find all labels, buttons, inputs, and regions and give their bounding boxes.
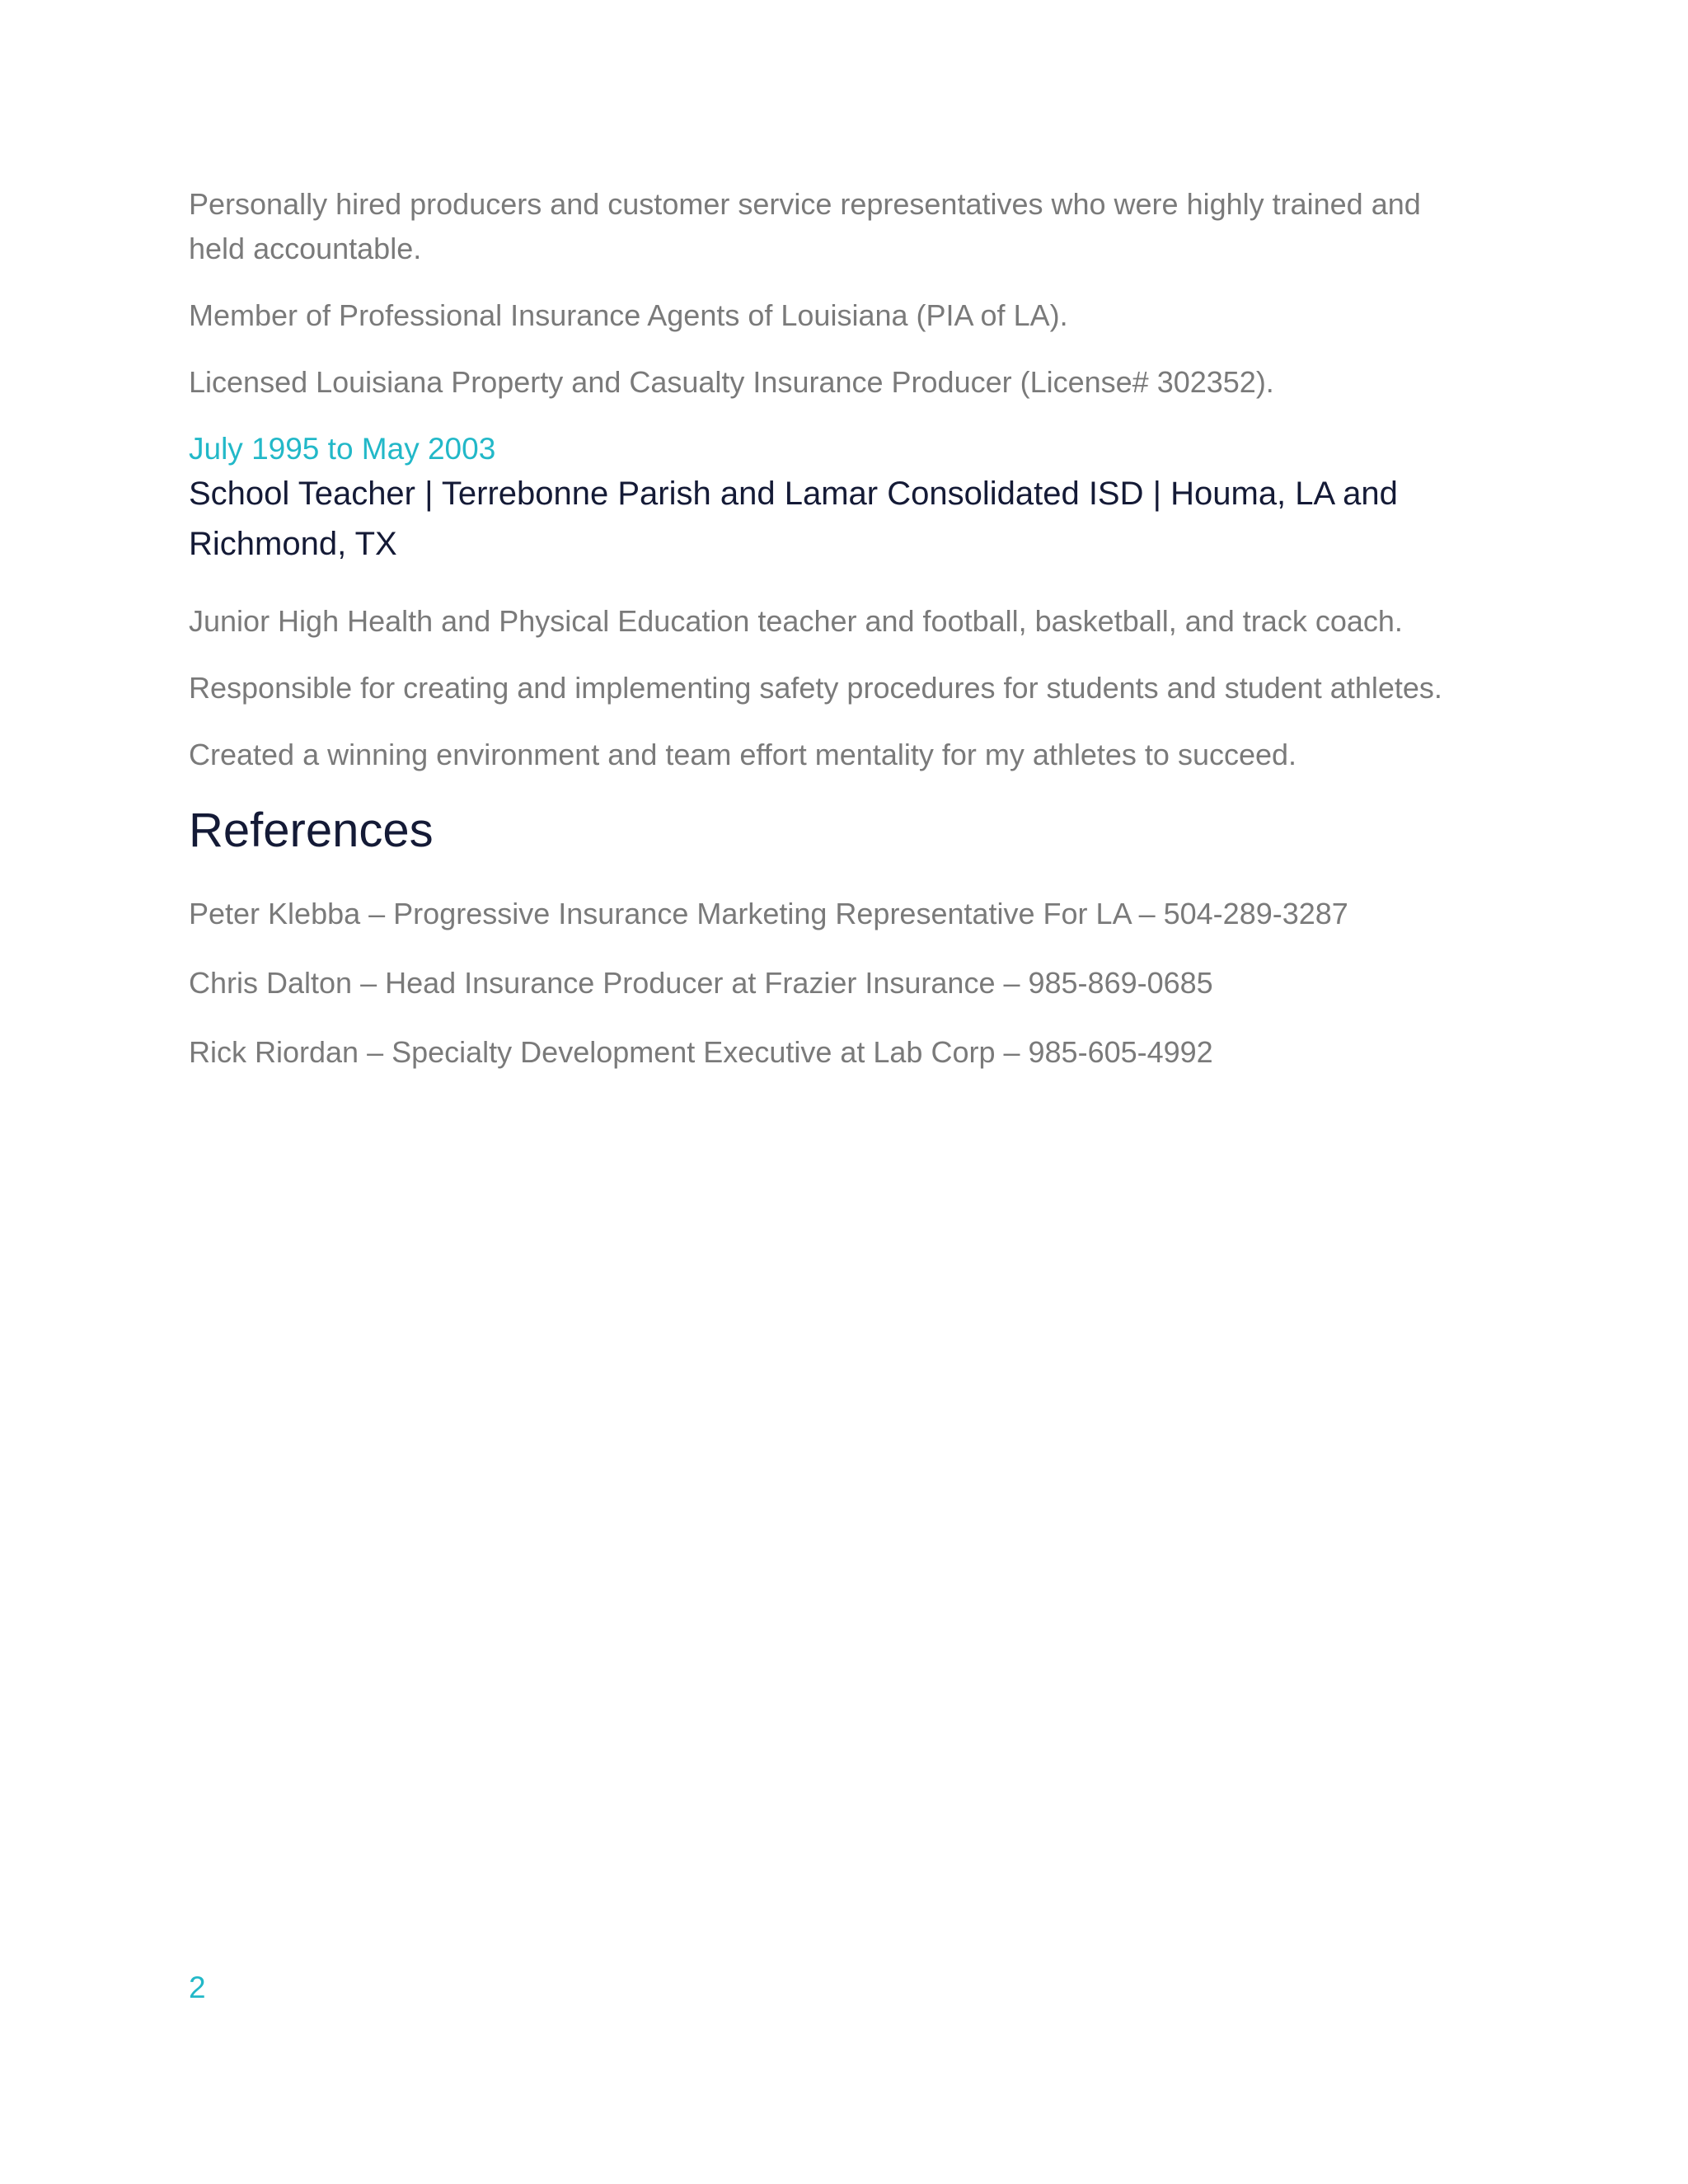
experience-bullet: Personally hired producers and customer service representatives who were highly trained and [189,187,1421,221]
references-heading: References [189,804,434,857]
experience-bullet: held accountable. [189,232,422,265]
reference-item: Rick Riordan – Specialty Development Executive at Lab Corp – 985-605-4992 [189,1035,1213,1069]
job-bullet: Responsible for creating and implementing safety procedures for students and student athletes. [189,671,1442,705]
job-bullet: Created a winning environment and team effort mentality for my athletes to succeed. [189,738,1297,771]
job-title-line: Richmond, TX [189,526,397,562]
page-number: 2 [189,1971,206,2004]
reference-item: Peter Klebba – Progressive Insurance Marketing Representative For LA – 504-289-3287 [189,897,1348,930]
job-title [189,469,1398,569]
experience-bullet: Licensed Louisiana Property and Casualty Insurance Producer (License# 302352). [189,365,1274,399]
experience-bullet: Member of Professional Insurance Agents of Louisiana (PIA of LA). [189,298,1068,332]
job-bullet: Junior High Health and Physical Education teacher and football, basketball, and track coach. [189,604,1403,638]
reference-item: Chris Dalton – Head Insurance Producer at Frazier Insurance – 985-869-0685 [189,966,1213,1000]
job-title-line: School Teacher | Terrebonne Parish and Lamar Consolidated ISD | Houma, LA and [189,476,1398,512]
job-dates: July 1995 to May 2003 [189,432,496,466]
